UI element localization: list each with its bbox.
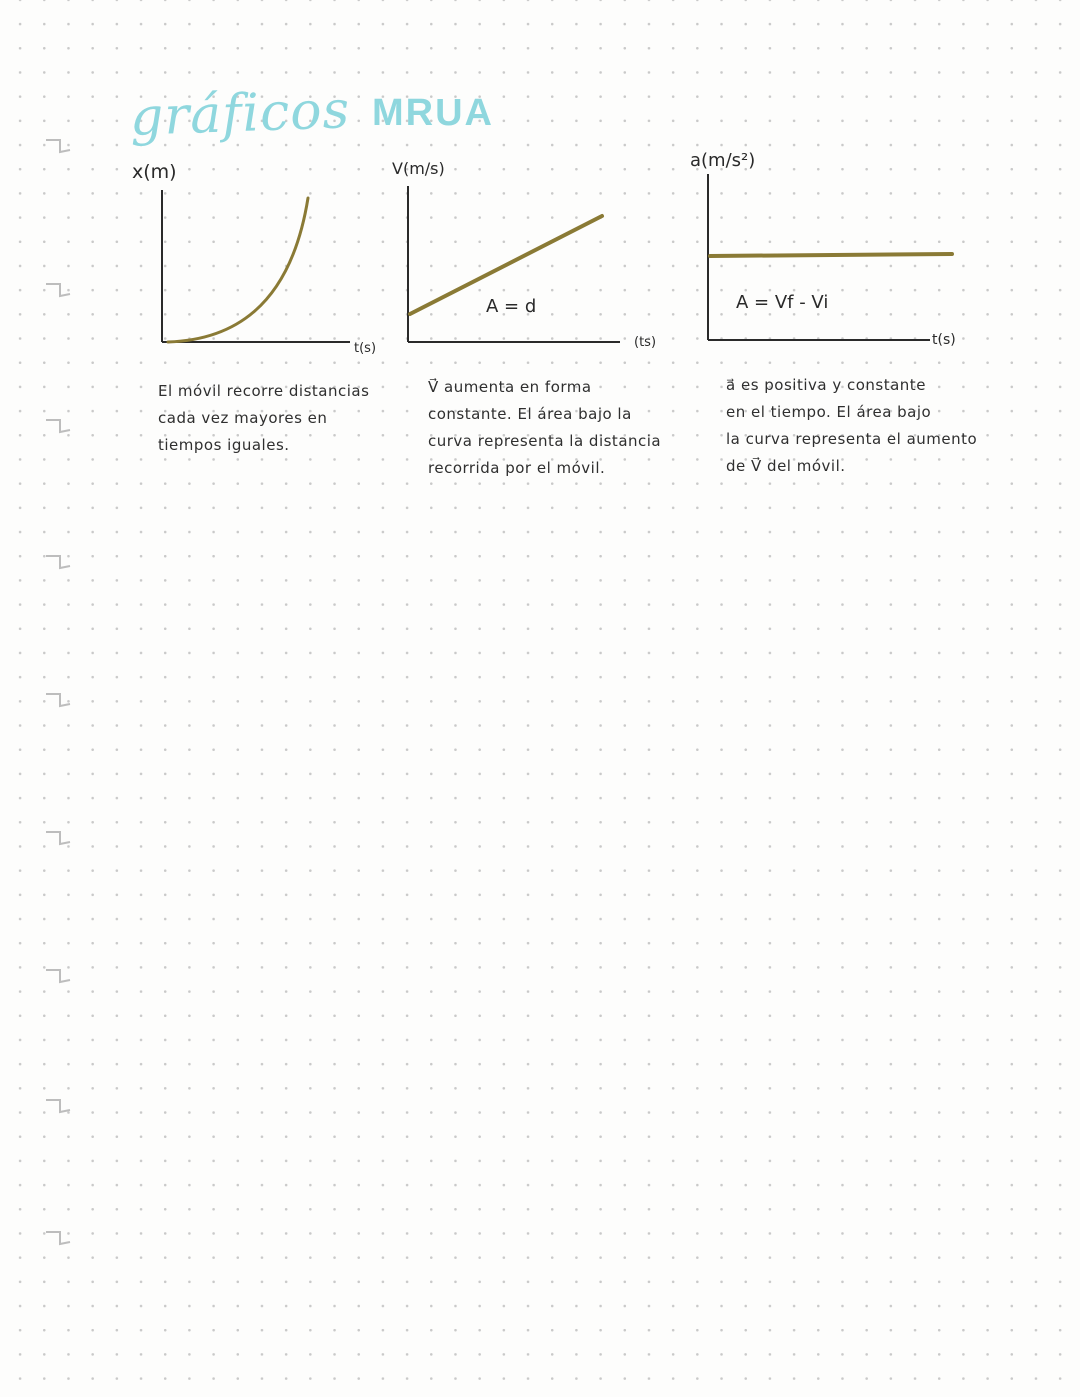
binder-hole-icon <box>44 280 78 300</box>
graph3-area-label: A = Vf - Vi <box>736 292 829 313</box>
acceleration-time-graph <box>680 142 980 360</box>
graph3-acceleration-line <box>710 254 952 256</box>
graph1-parabola-curve <box>168 198 308 342</box>
binder-hole-icon <box>44 416 78 436</box>
graph1-xlabel: t(s) <box>354 341 377 356</box>
page-title-caps: MRUA <box>372 92 494 134</box>
graph1-ylabel: x(m) <box>132 161 177 183</box>
binder-hole-icon <box>44 828 78 848</box>
position-time-graph <box>120 150 400 360</box>
binder-hole-icon <box>44 1096 78 1116</box>
binder-hole-icon <box>44 1228 78 1248</box>
graph2-xlabel: (ts) <box>634 335 657 350</box>
velocity-time-graph <box>380 150 680 360</box>
graph2-note: V⃗ aumenta en forma constante. El área bajo la curva representa la distancia recorrida por el móvil. <box>428 378 662 477</box>
graph3-xlabel: t(s) <box>932 332 956 348</box>
graph3-ylabel: a(m/s²) <box>690 150 756 171</box>
graph2-ylabel: V(m/s) <box>392 159 445 178</box>
graph2-area-label: A = d <box>486 296 537 317</box>
binder-hole-icon <box>44 690 78 710</box>
binder-hole-icon <box>44 552 78 572</box>
binder-hole-icon <box>44 136 78 156</box>
binder-hole-icon <box>44 966 78 986</box>
graph1-note: El móvil recorre distancias cada vez mayores en tiempos iguales. <box>158 382 370 454</box>
page-title-cursive: gráficos <box>129 80 352 148</box>
graph3-note: a⃗ es positiva y constante en el tiempo. El área bajo la curva representa el aumento de V⃗ del móvil. <box>726 376 978 475</box>
